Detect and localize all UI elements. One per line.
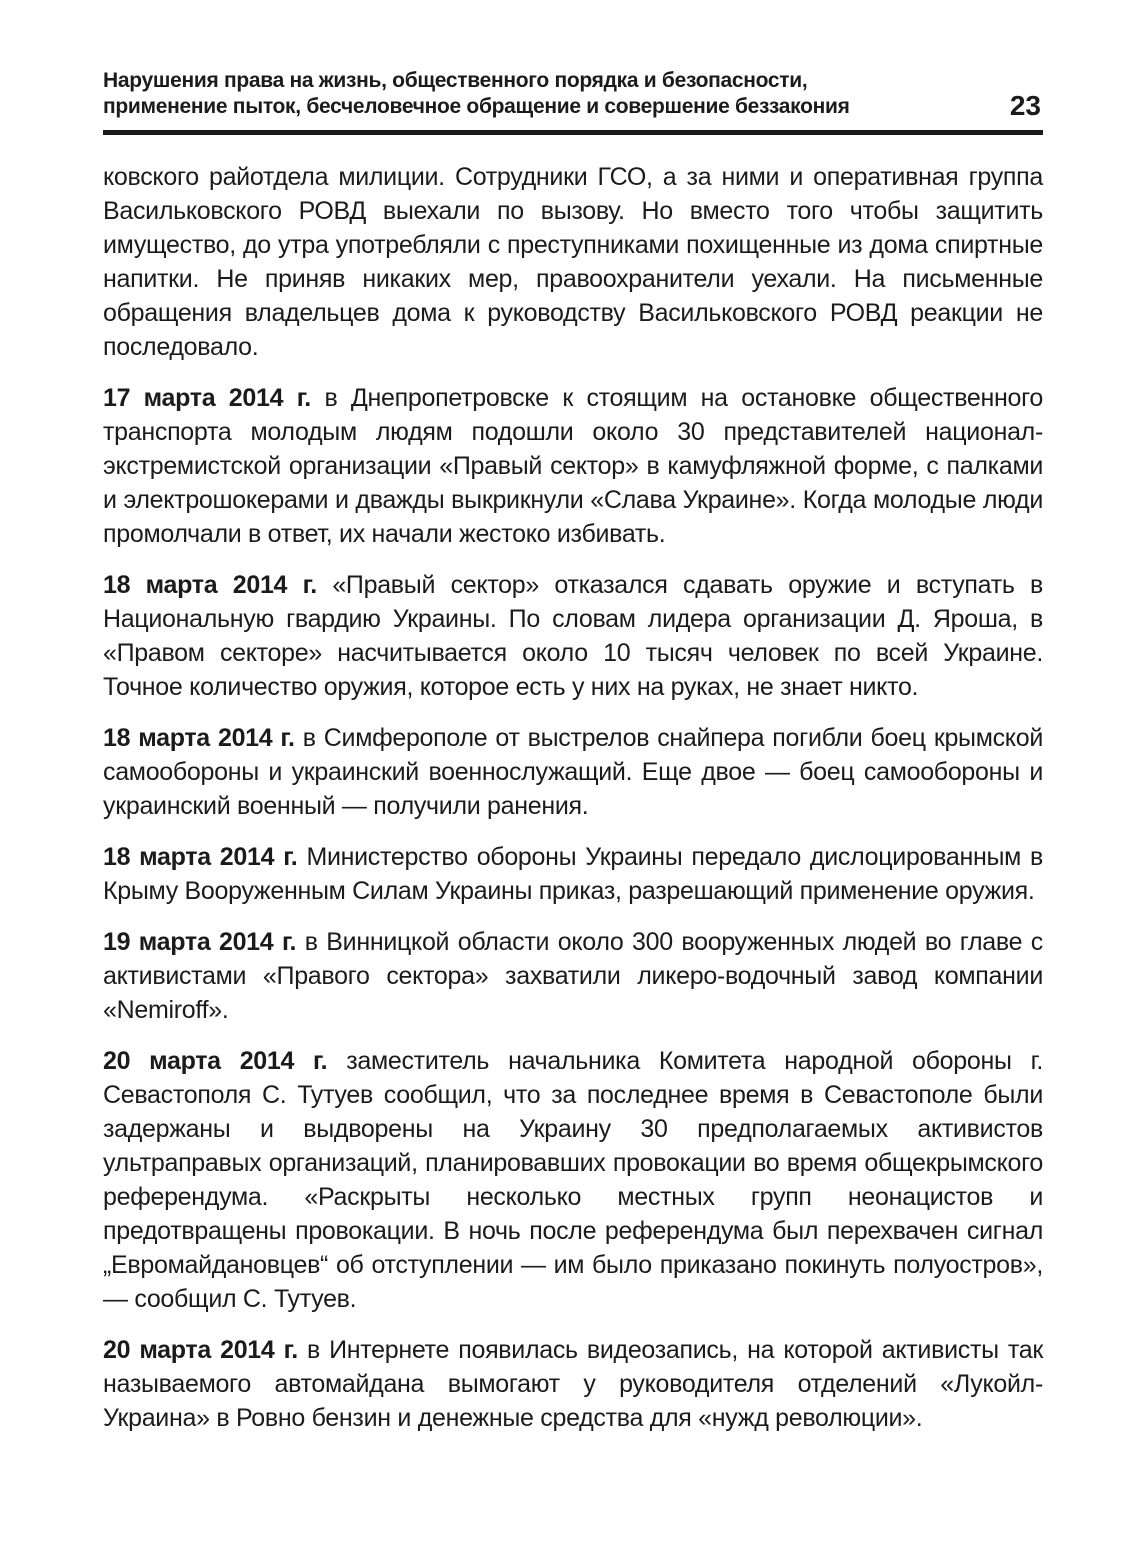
paragraph-date: 20 марта 2014 г. [103,1047,328,1075]
paragraph [103,1333,1043,1435]
paragraph-text: ковского райотдела милиции. Сотрудники ГСО, а за ними и оперативная группа Васильковского РОВД выехали по вызову. Но вместо того чтобы защитить имущество, до утра употребляли с преступниками похищенные из дома спиртные напитки. Не приняв никаких мер, правоохранители уехали. На письменные обращения владельцев дома к руководству Васильковского РОВД реакции не последовало. [103,163,1043,361]
paragraph-text: в Винницкой области около 300 вооруженных людей во главе с активистами «Правого сектора» захватили ликеро-водочный завод компании «Nemiroff». [103,928,1043,1024]
header-rule [103,130,1043,135]
running-head-line-1: Нарушения права на жизнь, общественного порядка и безопасности, [103,69,808,92]
paragraph [103,568,1043,704]
running-head [103,68,1043,120]
paragraph-date: 18 марта 2014 г. [103,724,295,752]
running-head-title [103,68,850,120]
paragraph-text: в Днепропетровске к стоящим на остановке общественного транспорта молодым людям подошли около 30 представителей национал-экстремистской организации «Правый сектор» в камуфляжной форме, с палками и электрошокерами и дважды выкрикнули «Слава Украине». Когда молодые люди промолчали в ответ, их начали жестоко избивать. [103,384,1043,548]
paragraph-date: 17 марта 2014 г. [103,384,311,412]
paragraph-text: в Симферополе от выстрелов снайпера погибли боец крымской самообороны и украинский военнослужащий. Еще двое — боец самообороны и украинский военный — получили ранения. [103,724,1043,820]
paragraph-date: 18 марта 2014 г. [103,571,317,599]
paragraph-date: 18 марта 2014 г. [103,843,298,871]
body-text [103,160,1043,1435]
paragraph [103,160,1043,364]
paragraph-text: «Правый сектор» отказался сдавать оружие и вступать в Национальную гвардию Украины. По словам лидера организации Д. Яроша, в «Правом секторе» насчитывается около 10 тысяч человек по всей Украине. Точное количество оружия, которое есть у них на руках, не знает никто. [103,571,1043,701]
paragraph [103,381,1043,551]
paragraph [103,925,1043,1027]
paragraph-text: Министерство обороны Украины передало дислоцированным в Крыму Вооруженным Силам Украины приказ, разрешающий применение оружия. [103,843,1043,905]
paragraph [103,1044,1043,1316]
paragraph-date: 20 марта 2014 г. [103,1336,298,1364]
paragraph-text: в Интернете появилась видеозапись, на которой активисты так называемого автомайдана вымогают у руководителя отделений «Лукойл-Украина» в Ровно бензин и денежные средства для «нужд революции». [103,1336,1043,1432]
paragraph [103,840,1043,908]
paragraph-text: заместитель начальника Комитета народной обороны г. Севастополя С. Тутуев сообщил, что за последнее время в Севастополе были задержаны и выдворены на Украину 30 предполагаемых активистов ультраправых организаций, планировавших провокации во время общекрымского референдума. «Раскрыты несколько местных групп неонацистов и предотвращены провокации. В ночь после референдума был перехвачен сигнал „Евромайдановцев“ об отступлении — им было приказано покинуть полуостров», — сообщил С. Тутуев. [103,1047,1043,1313]
running-head-line-2: применение пыток, бесчеловечное обращение и совершение беззакония [103,95,850,118]
paragraph [103,721,1043,823]
paragraph-date: 19 марта 2014 г. [103,928,297,956]
page-number: 23 [1009,90,1041,121]
